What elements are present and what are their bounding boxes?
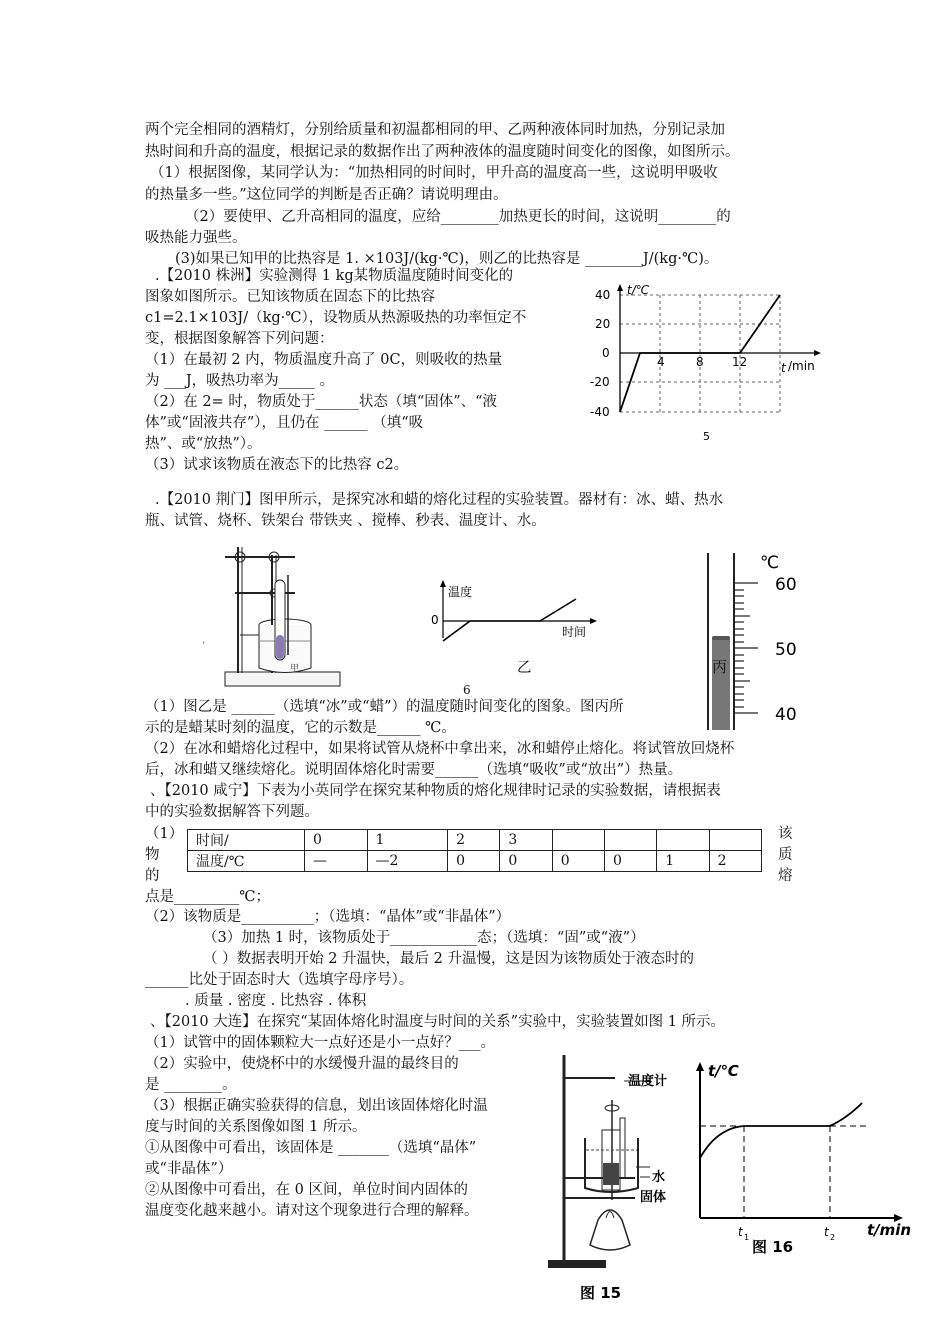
p3-q2-line2: 后，冰和蜡又继续熔化。说明固体熔化时需要______（选填“吸收”或“放出”）热量。: [145, 762, 683, 778]
p3-q1-line2: 示的是蜡某时刻的温度，它的示数是______ ℃。: [145, 720, 456, 736]
p5-line7: ①从图像中可看出，该固体是 _______（选填“晶体”: [145, 1140, 477, 1156]
p5-line5: （3）根据正确实验获得的信息，划出该固体熔化时温: [145, 1098, 488, 1114]
p4-q4-line2: ______比处于固态时大（选填字母序号）。: [145, 972, 414, 988]
p2-line1: .【2010 株洲】实验测得 1 kg某物质温度随时间变化的: [155, 268, 514, 284]
p1-line3: （1）根据图像，某同学认为：“加热相同的时间时，甲升高的温度高一些，这说明甲吸收: [150, 165, 718, 181]
temperature-time-chart-5: [585, 280, 835, 445]
label-thermometer: 温度计: [628, 1074, 668, 1089]
p1-line6: 吸热能力强些。: [145, 230, 247, 246]
table-row: [188, 851, 762, 872]
p3-line1: .【2010 荆门】图甲所示，是探究冰和蜡的熔化过程的实验装置。器材有：冰、蜡、热水: [155, 492, 724, 508]
p5-line2: （1）试管中的固体颗粒大一点好还是小一点好？___。: [145, 1035, 495, 1051]
figure-16-graph: [682, 1058, 922, 1258]
p5-line9: ②从图像中可看出，在 0 区间，单位时间内固体的: [145, 1182, 468, 1198]
label-bing: 丙: [712, 658, 728, 676]
p4-q2: （2）该物质是__________；（选填：“晶体”或“非晶体”）: [145, 909, 511, 925]
thermo-60: 60: [775, 575, 797, 595]
p2-line4: 变，根据图象解答下列问题：: [145, 331, 334, 347]
table-cell: 1: [657, 851, 709, 872]
svg-text:甲: 甲: [290, 664, 300, 674]
melting-graph-yi: [428, 578, 598, 653]
p2-line10: （3）试求该物质在液态下的比热容 c2。: [145, 457, 409, 473]
p4-options: . 质量 . 密度 . 比热容 . 体积: [185, 993, 367, 1009]
p5-line3: （2）实验中，使烧杯中的水缓慢升温的最终目的: [145, 1056, 459, 1072]
p5-line4: 是 ________。: [145, 1077, 237, 1093]
p2-line2: 图象如图所示。已知该物质在固态下的比热容: [145, 289, 435, 305]
table-cell: [709, 830, 761, 851]
figure-15-label: 图 15: [580, 1284, 622, 1302]
table-cell: [657, 830, 709, 851]
figure-16-label: 图 16: [752, 1238, 794, 1256]
p4-right-2: 质: [778, 847, 793, 863]
p2-line3: c1=2.1×103J/（kg·℃），设物质从热源吸热的功率恒定不: [145, 310, 527, 326]
mercury-column: [712, 638, 730, 730]
tick-t2-sub: 2: [830, 1233, 836, 1242]
graph-y-label: 温度: [448, 585, 473, 599]
figure-15-apparatus: [540, 1050, 690, 1305]
p4-line1: 、【2010 咸宁】下表为小英同学在探究某种物质的熔化规律时记录的实验数据，请根据表: [150, 783, 721, 799]
p3-q1-line1: （1）图乙是 ______（选填“冰”或“蜡”）的温度随时间变化的图象。图丙所: [145, 699, 624, 715]
x-axis-unit: /min: [788, 359, 815, 373]
p5-line10: 温度变化越来越小。请对这个现象进行合理的解释。: [145, 1203, 479, 1219]
table-cell: 温度/℃: [188, 851, 305, 872]
table-cell: 0: [605, 851, 657, 872]
ytick-neg40: -40: [590, 405, 610, 419]
graph-origin: 0: [431, 613, 439, 627]
thermo-unit: ℃: [760, 553, 780, 573]
p2-line6: 为 ___J，吸热功率为_____ 。: [145, 373, 335, 389]
thermometer-bing: [700, 548, 815, 730]
thermo-40: 40: [775, 705, 797, 725]
tick-t2: t: [824, 1225, 829, 1239]
p4-left-1: （1）: [145, 826, 184, 842]
p4-left-4: 点是_________℃；: [145, 889, 270, 905]
table-cell: 2: [448, 830, 500, 851]
graph16-y-label: t/℃: [708, 1062, 739, 1080]
p3-line2: 瓶、试管、烧杯、铁架台 带铁夹 、搅棒、秒表、温度计、水。: [145, 513, 546, 529]
p4-q3: （3）加热 1 时，该物质处于____________态；（选填：“固”或“液”）: [203, 930, 645, 946]
p5-line1: 、【2010 大连】在探究“某固体熔化时温度与时间的关系”实验中，实验装置如图 1 所示。: [150, 1014, 726, 1030]
label-water: 水: [652, 1170, 666, 1185]
xtick-8: 8: [696, 355, 704, 369]
y-axis-label: t/℃: [627, 283, 650, 297]
table-row: [188, 830, 762, 851]
experiment-apparatus-jia: [200, 535, 345, 700]
p4-line2: 中的实验数据解答下列题。: [145, 804, 319, 820]
melting-curve-16: [700, 1103, 862, 1158]
figure-5-label: 5: [703, 430, 710, 443]
ytick-0: 0: [602, 346, 610, 360]
xtick-4: 4: [657, 355, 665, 369]
p1-line4: 的热量多一些。”这位同学的判断是否正确？请说明理由。: [145, 187, 508, 203]
p4-right-1: 该: [778, 826, 793, 842]
table-cell: 0: [305, 830, 368, 851]
p2-line9: 热”、或“放热”）。: [145, 436, 262, 452]
p1-line7: (3)如果已知甲的比热容是 1. ×103J/(kg·℃)，则乙的比热容是 ________J/(kg·℃)。: [175, 251, 719, 267]
table-cell: [552, 830, 604, 851]
tick-t1-sub: 1: [744, 1233, 750, 1242]
table-cell: 0: [500, 851, 552, 872]
p1-line5: （2）要使甲、乙升高相同的温度，应给________加热更长的时间，这说明________的: [185, 209, 731, 225]
table-cell: 1: [367, 830, 448, 851]
p5-line6: 度与时间的关系图像如图 1 所示。: [145, 1119, 367, 1135]
melting-curve: [443, 599, 576, 641]
graph-x-label: 时间: [562, 625, 587, 639]
tick-t1: t: [738, 1225, 743, 1239]
p2-line7: （2）在 2= 时，物质处于______状态（填“固体”、“液: [145, 394, 498, 410]
p1-line1: 两个完全相同的酒精灯，分别给质量和初温都相同的甲、乙两种液体同时加热，分别记录加: [145, 122, 725, 138]
p4-left-2: 物: [145, 847, 160, 863]
graph16-x-label: t/min: [867, 1221, 912, 1239]
label-yi: 乙: [517, 660, 532, 676]
xtick-12: 12: [732, 355, 748, 369]
thermo-50: 50: [775, 640, 797, 660]
table-cell: 0: [552, 851, 604, 872]
table-cell: —2: [367, 851, 448, 872]
table-cell: [605, 830, 657, 851]
ytick-40: 40: [595, 288, 611, 302]
label-solid: 固体: [640, 1190, 667, 1205]
p5-line8: 或“非晶体”）: [145, 1161, 233, 1177]
ytick-neg20: -20: [590, 375, 610, 389]
table-cell: —: [305, 851, 368, 872]
x-axis-label: t: [781, 361, 786, 375]
p4-q4-line1: （ ）数据表明开始 2 升温快，最后 2 升温慢，这是因为该物质处于液态时的: [203, 951, 694, 967]
melting-data-table: [187, 829, 762, 872]
p2-line5: （1）在最初 2 内，物质温度升高了 0C，则吸收的热量: [145, 352, 503, 368]
p4-right-3: 熔: [778, 868, 793, 884]
table-cell: 0: [448, 851, 500, 872]
ytick-20: 20: [595, 317, 611, 331]
svg-text:,: ,: [202, 635, 206, 646]
table-cell: 3: [500, 830, 552, 851]
p3-q2-line1: （2）在冰和蜡熔化过程中，如果将试管从烧杯中拿出来，冰和蜡停止熔化。将试管放回烧杯: [145, 741, 735, 757]
table-cell: 时间/: [188, 830, 305, 851]
figure-6-label: 6: [463, 683, 471, 697]
p4-left-3: 的: [145, 868, 160, 884]
p2-line8: 体”或“固液共存”），且仍在 ______ （填“吸: [145, 415, 424, 431]
table-cell: 2: [709, 851, 761, 872]
p1-line2: 热时间和升高的温度，根据记录的数据作出了两种液体的温度随时间变化的图像，如图所示。: [145, 144, 740, 160]
